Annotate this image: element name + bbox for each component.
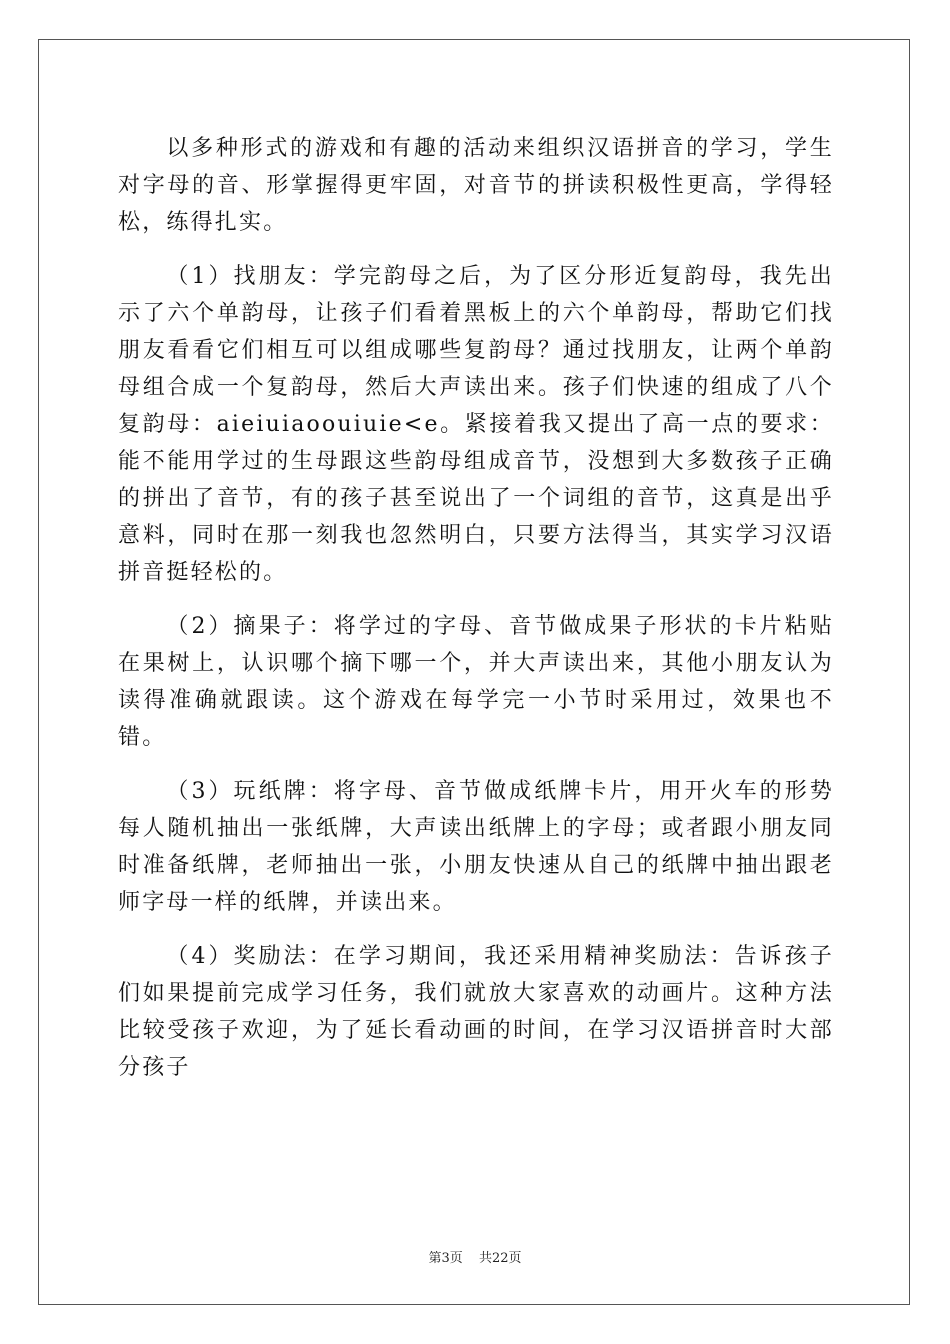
page-total: 共22页 [478, 1251, 522, 1266]
document-body [118, 130, 834, 1086]
page-footer [0, 1247, 950, 1266]
page-number: 第3页 [428, 1251, 463, 1266]
paragraph-play-cards: （3）玩纸牌：将字母、音节做成纸牌卡片，用开火车的形势每人随机抽出一张纸牌，大声读出纸牌上的字母；或者跟小朋友同时准备纸牌，老师抽出一张，小朋友快速从自己的纸牌中抽出跟老师字母一样的纸牌，并读出来。 [118, 779, 834, 915]
paragraph-intro: 以多种形式的游戏和有趣的活动来组织汉语拼音的学习，学生对字母的音、形掌握得更牢固，对音节的拼读积极性更高，学得轻松，练得扎实。 [118, 136, 834, 235]
paragraph-find-friends: （1）找朋友：学完韵母之后，为了区分形近复韵母，我先出示了六个单韵母，让孩子们看着黑板上的六个单韵母，帮助它们找朋友看看它们相互可以组成哪些复韵母？通过找朋友，让两个单韵母组合成一个复韵母，然后大声读出来。孩子们快速的组成了八个复韵母：aieiuiaoouiuie<e。紧接着我又提出了高一点的要求：能不能用学过的生母跟这些韵母组成音节，没想到大多数孩子正确的拼出了音节，有的孩子甚至说出了一个词组的音节，这真是出乎意料，同时在那一刻我也忽然明白，只要方法得当，其实学习汉语拼音挺轻松的。 [118, 264, 834, 585]
paragraph-pick-fruit: （2）摘果子：将学过的字母、音节做成果子形状的卡片粘贴在果树上，认识哪个摘下哪一个，并大声读出来，其他小朋友认为读得准确就跟读。这个游戏在每学完一小节时采用过，效果也不错。 [118, 614, 834, 750]
paragraph-reward-method: （4）奖励法：在学习期间，我还采用精神奖励法：告诉孩子们如果提前完成学习任务，我们就放大家喜欢的动画片。这种方法比较受孩子欢迎，为了延长看动画的时间，在学习汉语拼音时大部分孩子 [118, 944, 834, 1080]
